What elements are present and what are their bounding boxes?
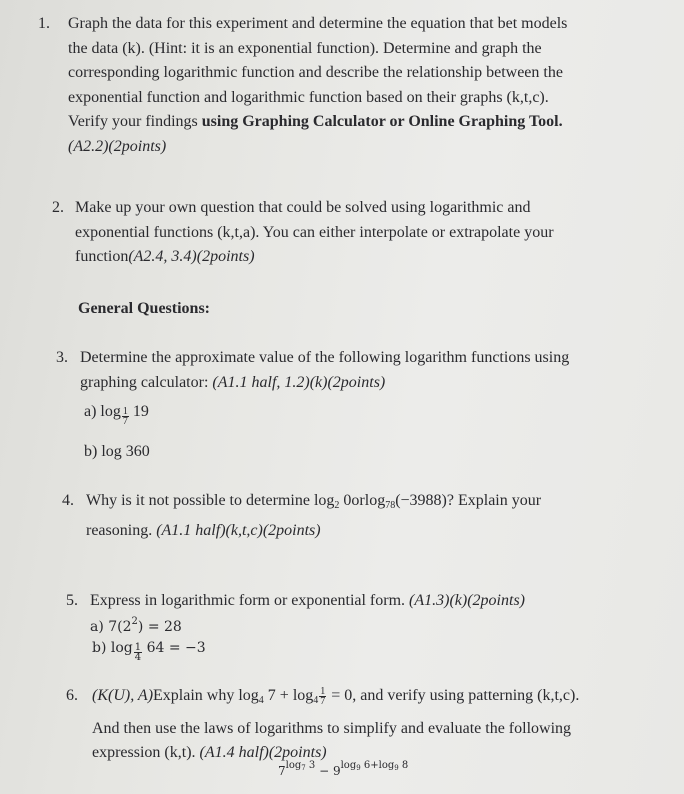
q6-expr-exponent-2 bbox=[341, 760, 409, 771]
q6-expr-exp1-base: 7 bbox=[301, 764, 306, 772]
q3-part-a-log: a) log bbox=[84, 403, 121, 420]
q1-line-5-bold: using Graphing Calculator or Online Graphing Tool. bbox=[201, 113, 563, 130]
q1-line-4: exponential function and logarithmic function based on their graphs (k,t,c). bbox=[68, 88, 549, 106]
q6-fraction-num: 1 bbox=[320, 685, 326, 697]
q4-line-1-b: 0orlog bbox=[339, 492, 386, 509]
q6-line-1-c: = 0, and verify using patterning (k,t,c). bbox=[327, 687, 580, 704]
q6-line-1-b: 7 + log bbox=[263, 687, 314, 704]
question-3-number: 3. bbox=[56, 349, 68, 366]
question-1-text bbox=[68, 12, 567, 159]
q1-line-3: corresponding logarithmic function and describe the relationship between the bbox=[68, 64, 563, 81]
q2-curriculum-tag: (A2.4, 3.4)(2points) bbox=[128, 248, 255, 265]
q1-line-5 bbox=[68, 110, 567, 135]
q3-part-a bbox=[84, 400, 149, 426]
q5-curriculum-tag: (A1.3)(k)(2points) bbox=[409, 592, 525, 609]
question-3-text bbox=[80, 346, 569, 395]
q4-line-1-c: (−3988)? Explain your bbox=[395, 492, 542, 509]
q3-line-1: Determine the approximate value of the following logarithm functions using bbox=[80, 349, 570, 366]
q5-part-a-pre: a) 7(2 bbox=[90, 619, 132, 635]
q3-part-a-base-den: 7 bbox=[122, 416, 128, 427]
q5-part-a-post: ) = 28 bbox=[137, 619, 182, 635]
q3-part-b: b) log 360 bbox=[84, 443, 150, 460]
q5-line-1-plain: Express in logarithmic form or exponential form. bbox=[90, 592, 410, 609]
q1-curriculum-tag: (A2.2)(2points) bbox=[68, 137, 167, 155]
q4-line-2-plain: reasoning. bbox=[86, 521, 157, 539]
q5-part-b-base-den: 4 bbox=[134, 652, 142, 663]
q1-line-5-plain: Verify your findings bbox=[68, 113, 202, 130]
q6-category-tag: (K(U), A) bbox=[92, 687, 154, 704]
question-2-number: 2. bbox=[52, 199, 64, 216]
q2-line-1: Make up your own question that could be solved using logarithmic and bbox=[75, 199, 531, 216]
q6-expr-exp2-val: 6+log bbox=[360, 760, 395, 771]
q2-line-3 bbox=[75, 245, 554, 270]
q4-line-1 bbox=[86, 489, 541, 519]
q4-curriculum-tag: (A1.1 half)(k,t,c)(2points) bbox=[156, 521, 321, 539]
q5-part-a-exponent: 2 bbox=[131, 616, 138, 627]
q3-part-a-arg: 19 bbox=[132, 403, 149, 420]
q4-log-base-1: 2 bbox=[334, 500, 340, 511]
question-6-text bbox=[92, 684, 579, 766]
q4-line-2 bbox=[86, 519, 541, 544]
q6-log-base-2: 4 bbox=[313, 695, 319, 706]
q5-part-b-post: 64 = −3 bbox=[142, 640, 206, 656]
q6-line-1 bbox=[92, 684, 579, 714]
q6-fraction bbox=[319, 687, 326, 706]
q1-line-1: Graph the data for this experiment and determine the equation that bet models bbox=[68, 15, 568, 32]
q6-expr-exp2-val2: 8 bbox=[398, 760, 409, 771]
q6-line-2: And then use the laws of logarithms to simplify and evaluate the following bbox=[92, 719, 572, 737]
q6-line-1-a: Explain why log bbox=[153, 687, 259, 704]
q2-line-3-plain: function bbox=[75, 248, 129, 265]
q5-part-b-log: b) log bbox=[92, 640, 133, 656]
q2-line-2: exponential functions (k,t,a). You can either interpolate or extrapolate your bbox=[75, 223, 554, 241]
q5-part-b bbox=[92, 636, 206, 662]
q5-part-b-base-num: 1 bbox=[134, 642, 142, 653]
q6-expr-exp1-val: 3 bbox=[305, 760, 316, 771]
question-2-text bbox=[75, 196, 554, 270]
q6-expr-exponent-1 bbox=[286, 760, 316, 771]
q6-curriculum-tag: (A1.4 half)(2points) bbox=[199, 744, 327, 761]
q5-part-b-base bbox=[134, 643, 142, 662]
q6-expr-exp2-base: 9 bbox=[356, 764, 361, 772]
question-4-text bbox=[86, 489, 541, 543]
q6-expression bbox=[278, 760, 408, 778]
q1-line-2: the data (k). (Hint: it is an exponential function). Determine and graph the bbox=[68, 39, 542, 57]
q4-log-base-2: 78 bbox=[385, 500, 396, 511]
q6-expr-exp2-base2: 9 bbox=[394, 764, 399, 772]
question-4-number: 4. bbox=[62, 492, 74, 509]
q4-line-1-a: Why is it not possible to determine log bbox=[86, 492, 335, 509]
q6-log-base-1: 4 bbox=[258, 695, 264, 706]
q6-expr-exp1-log: log bbox=[285, 760, 302, 771]
q3-line-2-plain: graphing calculator: bbox=[80, 373, 213, 391]
q6-expr-base-1: 7 bbox=[278, 764, 286, 778]
q6-line-3-plain: expression (k,t). bbox=[92, 744, 200, 761]
q6-fraction-den: 7 bbox=[320, 695, 326, 707]
question-6-number: 6. bbox=[66, 687, 78, 704]
question-5-number: 5. bbox=[66, 592, 78, 609]
q6-expr-minus-base: − 9 bbox=[315, 764, 341, 778]
general-questions-heading: General Questions: bbox=[78, 300, 210, 317]
q6-expr-exp2-log: log bbox=[340, 760, 357, 771]
q3-curriculum-tag: (A1.1 half, 1.2)(k)(2points) bbox=[212, 373, 386, 391]
q3-part-a-base-num: 1 bbox=[122, 406, 128, 417]
q3-part-a-base bbox=[122, 407, 129, 426]
question-1-number: 1. bbox=[38, 15, 50, 32]
q3-line-2 bbox=[80, 371, 569, 396]
